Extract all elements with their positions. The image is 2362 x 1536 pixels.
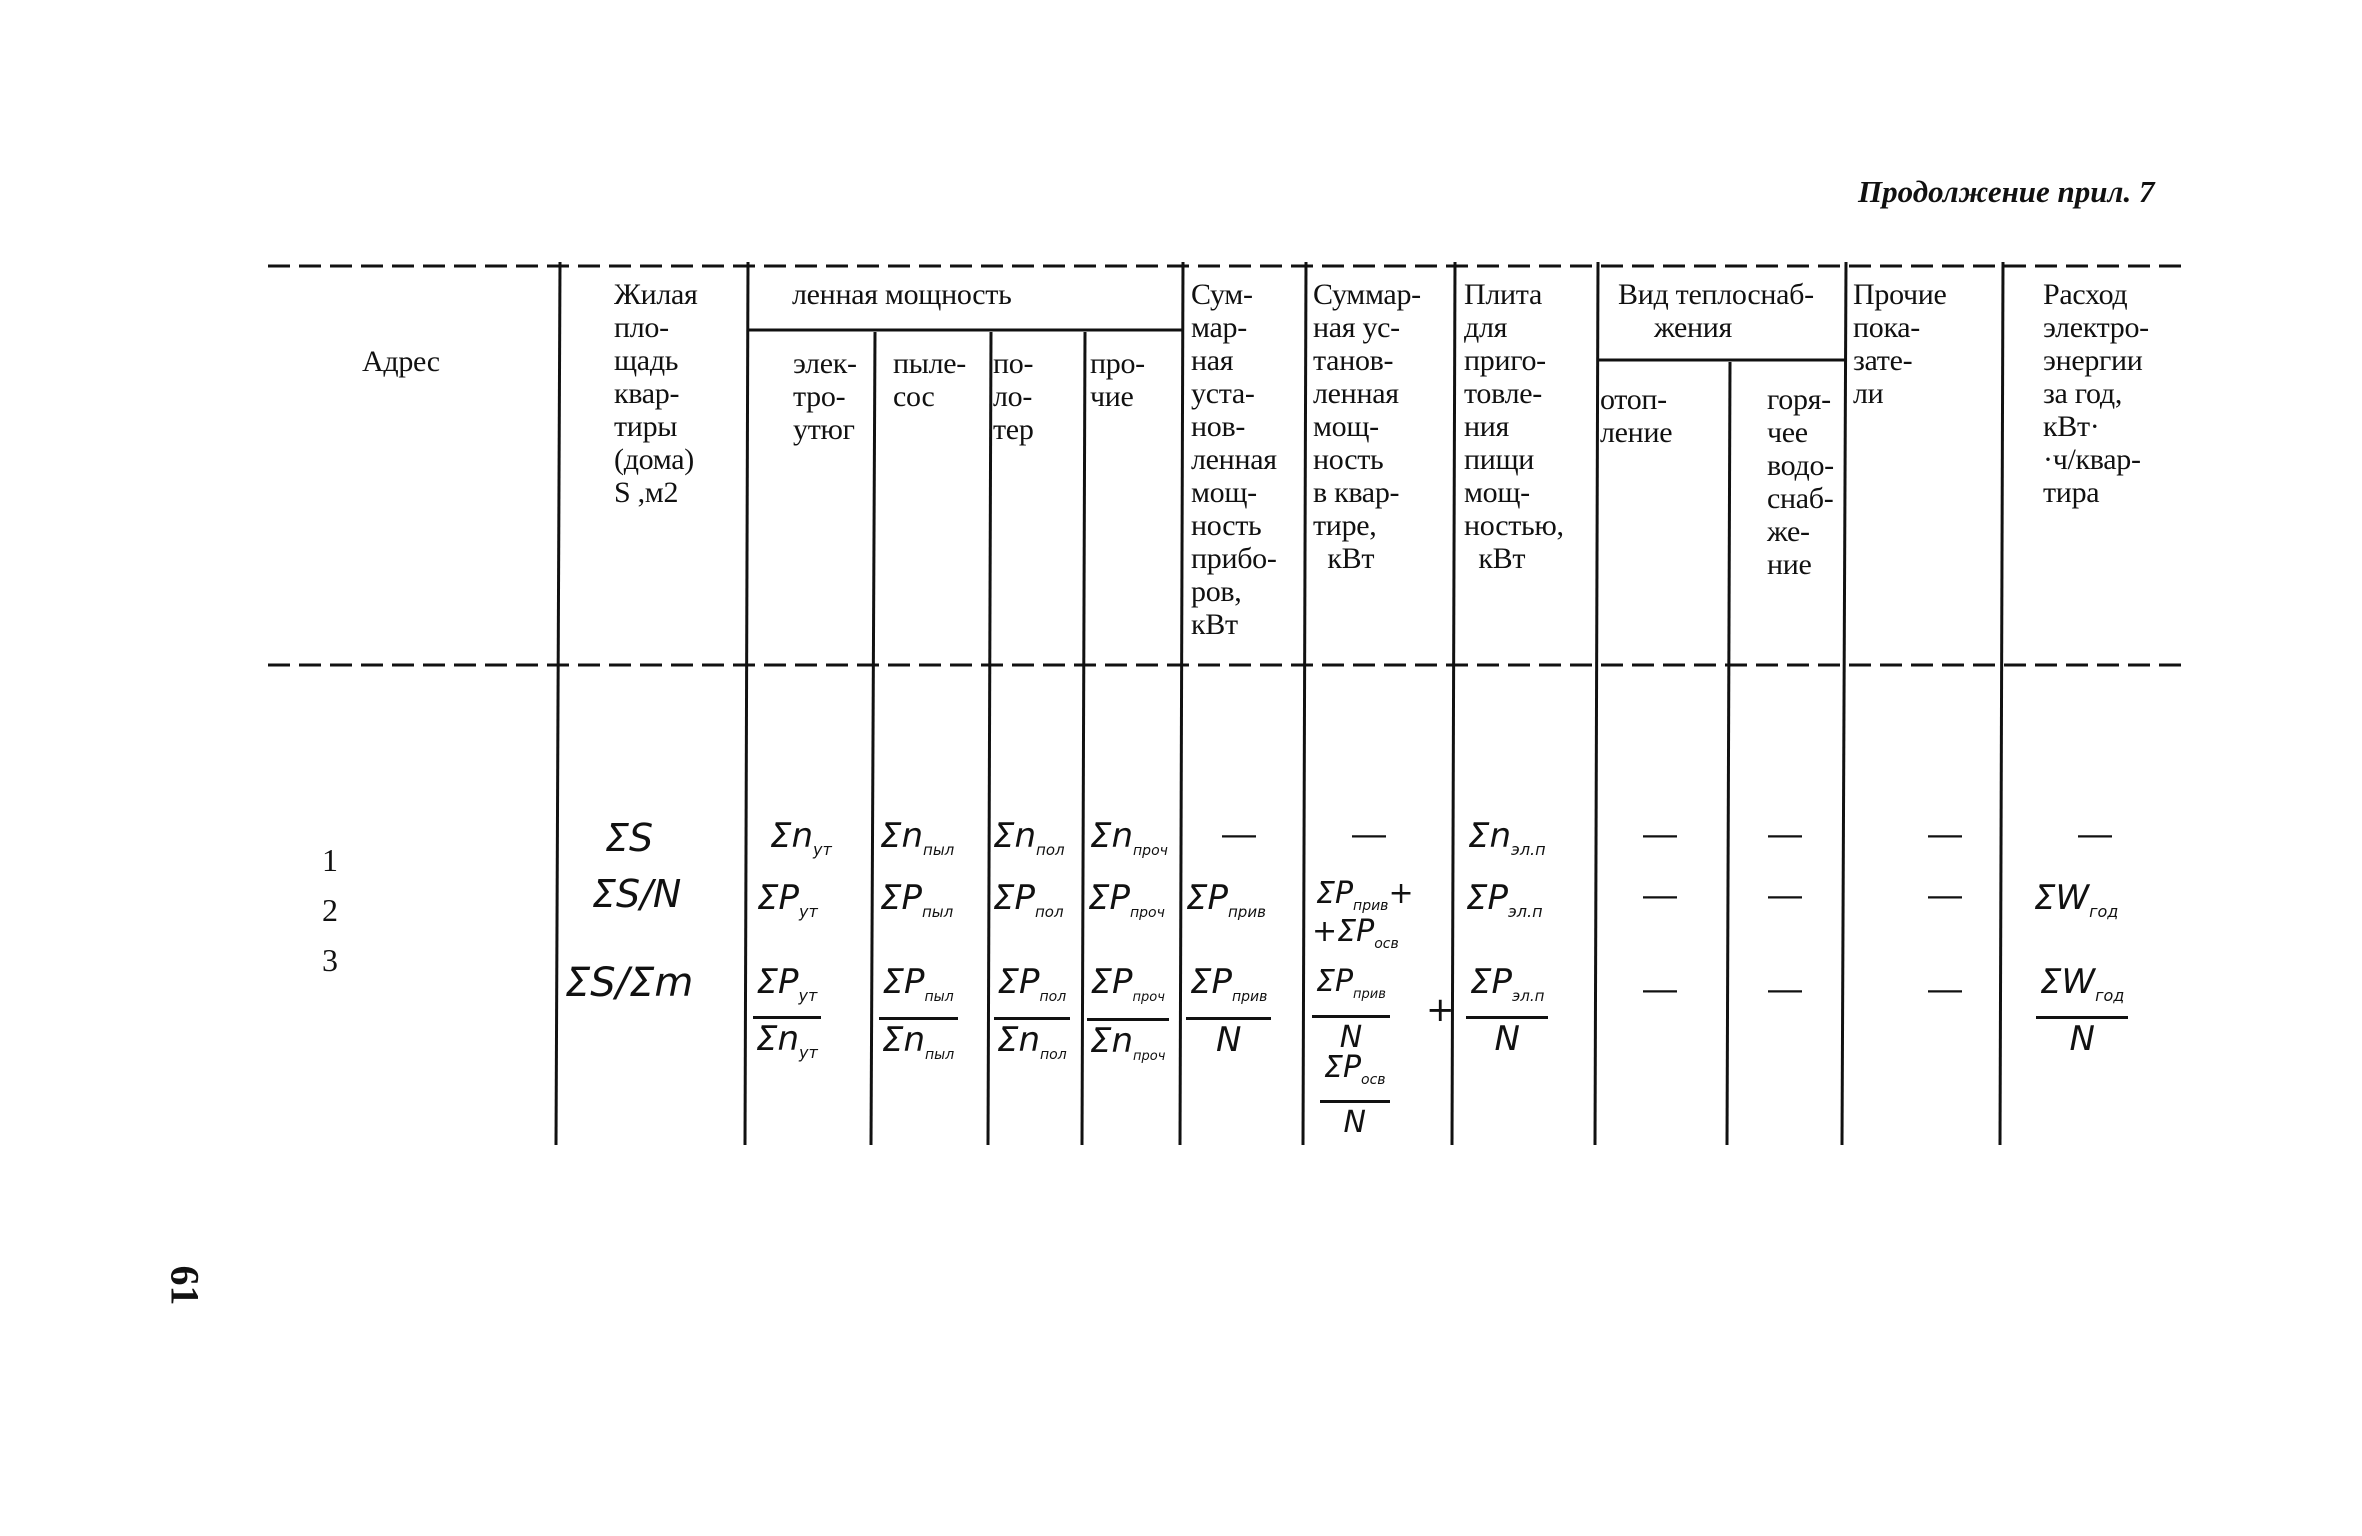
row3-apartment2-num-sub: осв [1361, 1072, 1386, 1088]
row2-stove [1466, 878, 1543, 921]
row3-annual-num: ΣW [2040, 962, 2096, 1002]
row1-polisher-sym: Σn [993, 816, 1037, 856]
row3-stove-num-sub: эл.п [1512, 986, 1545, 1005]
row2-heating-dash: — [1643, 876, 1677, 914]
row2-vacuum [880, 878, 953, 921]
row-number-1: 1 [322, 842, 338, 878]
row1-stove [1468, 816, 1546, 859]
page-number: 61 [162, 1265, 208, 1306]
row3-other-num-sub: проч [1132, 989, 1165, 1005]
header-other-indicators: Прочие пока- зате- ли [1853, 278, 1947, 410]
row1-heating-dash: — [1643, 815, 1677, 853]
row3-devices-den: N [1215, 1019, 1242, 1060]
row3-annual-num-sub: год [2095, 985, 2125, 1005]
row1-iron-sub: ут [813, 839, 832, 859]
row2-devices-sym: ΣP [1186, 878, 1228, 918]
row3-annual-den: N [2069, 1018, 2095, 1059]
row1-stove-sym: Σn [1468, 816, 1512, 856]
row2-stove-sub: эл.п [1508, 901, 1543, 921]
row2-area: ΣS/N [592, 872, 682, 916]
row2-polisher-sub: пол [1035, 902, 1064, 921]
row3-other-den: Σn [1090, 1020, 1134, 1061]
header-heating: отоп- ление [1600, 383, 1673, 449]
row1-iron-sym: Σn [770, 816, 814, 856]
row3-iron [752, 962, 822, 1073]
row3-vacuum-den: Σn [882, 1019, 926, 1060]
row3-stove-num: ΣP [1470, 962, 1512, 1002]
row1-devices-dash: — [1222, 815, 1256, 853]
row2-vacuum-sym: ΣP [880, 878, 922, 918]
row3-vacuum-den-sub: пыл [925, 1046, 955, 1063]
row2-devices-sub: прив [1228, 902, 1266, 921]
row3-stove [1466, 962, 1548, 1059]
row1-area: ΣS [605, 816, 654, 860]
row1-other-sym: Σn [1090, 816, 1134, 856]
row2-annual-sub: год [2089, 901, 2119, 921]
header-total-devices: Сум- мар- ная уста- нов- ленная мощ- ность прибо- ров, кВт [1191, 278, 1277, 641]
row2-apartment-a-sub: прив [1353, 898, 1389, 914]
row3-iron-num-sub: ут [798, 985, 818, 1005]
row1-indicators-dash: — [1928, 815, 1962, 853]
row1-polisher-sub: пол [1036, 840, 1065, 859]
row3-devices [1186, 962, 1271, 1060]
row3-iron-den: Σn [756, 1018, 800, 1059]
row2-devices [1186, 878, 1266, 921]
row1-iron [770, 816, 832, 859]
continuation-caption: Продолжение прил. 7 [1858, 174, 2155, 209]
header-heat-supply: Вид теплоснаб- жения [1618, 278, 1814, 344]
row3-apartment2 [1320, 1048, 1390, 1143]
row2-annual-sym: ΣW [2034, 878, 2090, 918]
row2-apartment-plus: + [1388, 876, 1414, 911]
row1-apartment-dash: — [1352, 815, 1386, 853]
row2-vacuum-sub: пыл [922, 902, 954, 921]
row3-apartment2-den: N [1343, 1105, 1366, 1140]
header-hot-water: горя- чее водо- снаб- же- ние [1767, 383, 1834, 581]
row3-apartment-num-sub: прив [1353, 987, 1386, 1002]
row3-polisher-num: ΣP [997, 962, 1040, 1002]
row2-other-sym: ΣP [1088, 878, 1130, 918]
row3-hotwater-dash: — [1768, 970, 1802, 1008]
row2-stove-sym: ΣP [1466, 878, 1508, 918]
row1-other-sub: проч [1133, 842, 1168, 859]
row2-iron [757, 878, 818, 921]
header-stove: Плита для приго- товле- ния пищи мощ- ностью, кВт [1464, 278, 1564, 575]
row3-iron-den-sub: ут [799, 1042, 818, 1062]
row3-apartment-num: ΣP [1316, 964, 1354, 999]
row3-indicators-dash: — [1928, 970, 1962, 1008]
row1-polisher [993, 816, 1065, 859]
row3-stove-den: N [1494, 1018, 1520, 1059]
row3-other [1086, 962, 1169, 1077]
row2-annual [2034, 878, 2118, 921]
row3-vacuum-num-sub: пыл [924, 988, 954, 1005]
header-iron: элек- тро- утюг [793, 347, 857, 446]
row2-polisher [993, 878, 1064, 921]
row3-polisher-den: Σn [997, 1019, 1041, 1060]
row2-iron-sub: ут [799, 901, 818, 921]
row3-polisher-den-sub: пол [1040, 1046, 1067, 1063]
row2-iron-sym: ΣP [757, 878, 799, 918]
row3-iron-num: ΣP [756, 962, 799, 1002]
row3-apartment-plus: + [1426, 990, 1455, 1030]
row2-indicators-dash: — [1928, 876, 1962, 914]
row3-polisher-num-sub: пол [1039, 988, 1067, 1005]
row-number-3: 3 [322, 942, 338, 978]
header-living-area: Жилая пло- щадь квар- тиры (дома) S ,м2 [614, 278, 698, 509]
row2-other-sub: проч [1130, 904, 1165, 921]
row3-apartment-den: N [1339, 1020, 1363, 1055]
row3-apartment [1312, 962, 1390, 1058]
row1-hotwater-dash: — [1768, 815, 1802, 853]
row3-polisher [993, 962, 1071, 1075]
row1-vacuum-sub: пыл [923, 840, 955, 859]
row2-hotwater-dash: — [1768, 876, 1802, 914]
row-number-2: 2 [322, 892, 338, 928]
row2-apartment-a [1316, 876, 1414, 914]
header-annual-energy: Расход электро- энергии за год, кВт· ·ч/квар- тира [2043, 278, 2149, 509]
header-polisher: по- ло- тер [993, 347, 1034, 446]
row3-devices-num: ΣP [1190, 962, 1232, 1002]
row1-vacuum-sym: Σn [880, 816, 924, 856]
row3-other-den-sub: проч [1133, 1048, 1166, 1064]
row3-area: ΣS/Σm [565, 960, 694, 1006]
row1-annual-dash: — [2078, 815, 2112, 853]
header-installed-power: ленная мощность [792, 278, 1012, 311]
row3-devices-num-sub: прив [1232, 988, 1268, 1005]
row3-apartment2-num: ΣP [1324, 1050, 1362, 1085]
row2-apartment-b-sub: осв [1374, 936, 1399, 952]
row1-stove-sub: эл.п [1511, 839, 1546, 859]
row2-polisher-sym: ΣP [993, 878, 1035, 918]
row2-other [1088, 878, 1165, 921]
row3-heating-dash: — [1643, 970, 1677, 1008]
header-total-apartment: Суммар- ная ус- танов- ленная мощ- ность в квар- тире, кВт [1313, 278, 1421, 575]
row1-vacuum [880, 816, 954, 859]
header-other: про- чие [1090, 347, 1145, 413]
row3-annual [2036, 962, 2128, 1059]
header-address: Адрес [362, 345, 440, 378]
header-vacuum: пыле- сос [893, 347, 966, 413]
row2-apartment-b-sym: +ΣP [1312, 914, 1375, 949]
row3-vacuum-num: ΣP [882, 962, 925, 1002]
row2-apartment-a-sym: ΣP [1316, 876, 1354, 911]
row3-vacuum [878, 962, 958, 1075]
row1-other [1090, 816, 1168, 859]
row2-apartment-b [1312, 914, 1399, 952]
row3-other-num: ΣP [1090, 962, 1133, 1002]
